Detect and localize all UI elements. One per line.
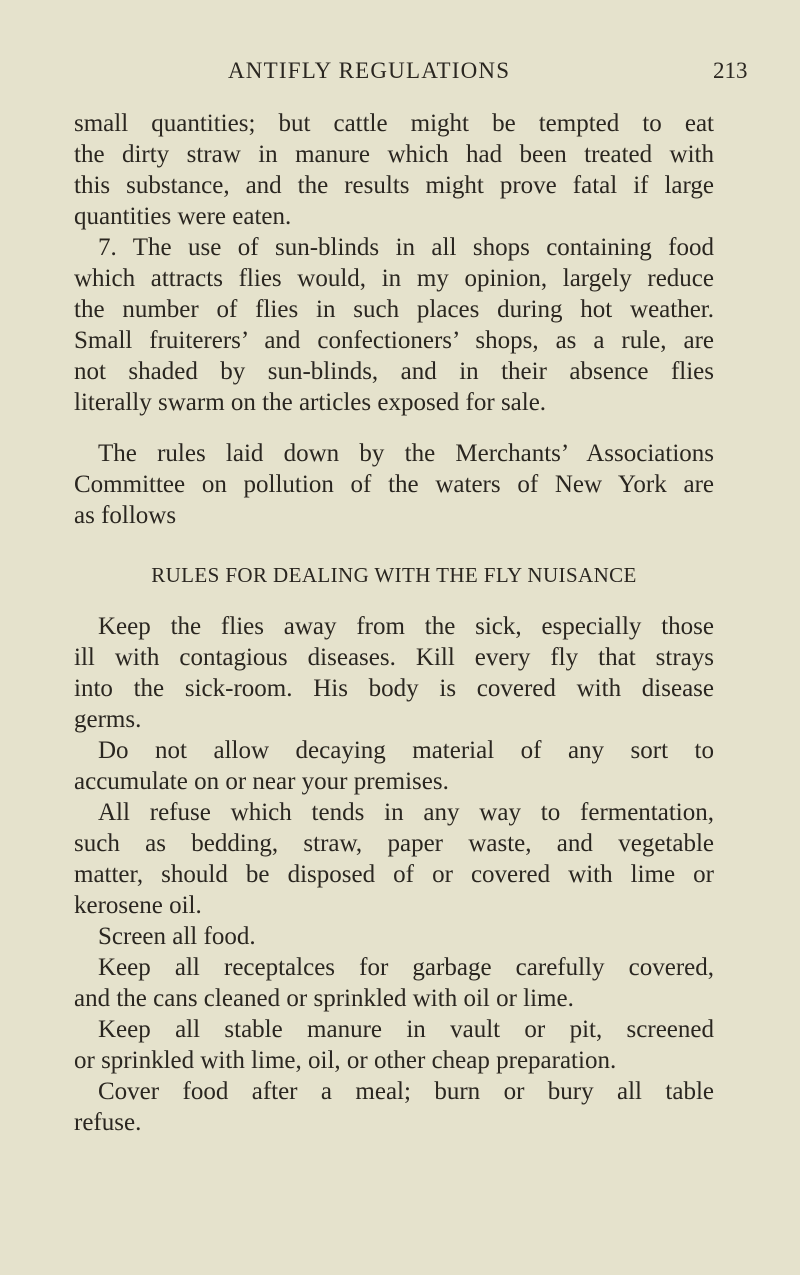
text-line: or sprinkled with lime, oil, or other cheap preparation. [74,1047,617,1074]
rule-keep-flies-away [74,611,714,735]
page-number: 213 [713,58,748,83]
rule-screen-food [74,921,714,952]
rule-refuse [74,797,714,921]
text-line: Committee on pollution of the waters of New York are [74,471,714,498]
text-line: refuse. [74,1109,142,1136]
paragraph-carryover [74,108,714,232]
text-line: All refuse which tends in any way to fermentation, [98,799,714,826]
text-line: Cover food after a meal; burn or bury all table [98,1078,714,1105]
text-line: The rules laid down by the Merchants’ Associations [98,440,714,467]
rule-stable-manure [74,1014,714,1076]
text-line: quantities were eaten. [74,203,292,230]
text-line: into the sick-room. His body is covered with disease [74,675,714,702]
running-title: ANTIFLY REGULATIONS [228,58,511,83]
text-line: not shaded by sun-blinds, and in their absence flies [74,358,714,385]
text-line: Keep all stable manure in vault or pit, screened [98,1016,714,1043]
text-line: Keep all receptalces for garbage carefully covered, [98,954,714,981]
rule-decaying-material [74,735,714,797]
text-line: matter, should be disposed of or covered with lime or [74,861,714,888]
paragraph-merchants-committee [74,438,714,531]
text-line: ill with contagious diseases. Kill every fly that strays [74,644,714,671]
rule-garbage-receptacles [74,952,714,1014]
paragraph-sun-blinds [74,232,714,418]
text-line: Screen all food. [98,923,256,950]
text-line: accumulate on or near your premises. [74,768,449,795]
text-line: Small fruiterers’ and confectioners’ shops, as a rule, are [74,327,714,354]
rule-cover-food [74,1076,714,1138]
page-text [74,108,714,1138]
text-line: kerosene oil. [74,892,202,919]
text-line: and the cans cleaned or sprinkled with oil or lime. [74,985,574,1012]
running-header [0,58,800,90]
text-line: the dirty straw in manure which had been treated with [74,141,714,168]
rules-heading: RULES FOR DEALING WITH THE FLY NUISANCE [151,563,637,587]
text-line: the number of flies in such places during hot weather. [74,296,714,323]
text-line: small quantities; but cattle might be tempted to eat [74,110,714,137]
text-line: such as bedding, straw, paper waste, and vegetable [74,830,714,857]
text-line: literally swarm on the articles exposed for sale. [74,389,547,416]
text-line: as follows [74,502,177,529]
text-line: 7. The use of sun-blinds in all shops containing food [98,234,714,261]
text-line: this substance, and the results might prove fatal if large [74,172,714,199]
text-line: germs. [74,706,142,733]
text-line: Do not allow decaying material of any sort to [98,737,714,764]
text-line: Keep the flies away from the sick, especially those [98,613,714,640]
text-line: which attracts flies would, in my opinion, largely reduce [74,265,714,292]
